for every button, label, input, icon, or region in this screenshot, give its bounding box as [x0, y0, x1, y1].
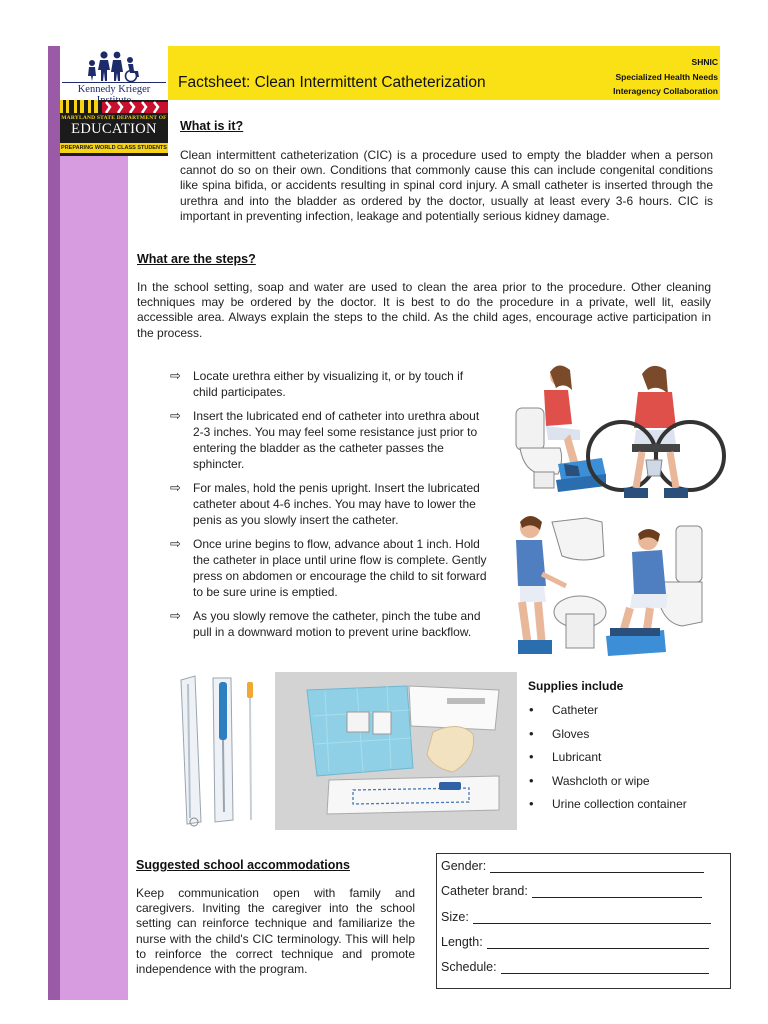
catheter-brand-field[interactable] — [532, 886, 702, 898]
schedule-label: Schedule: — [441, 960, 497, 975]
org-name-line1: Specialized Health Needs — [615, 71, 718, 82]
step-text: Once urine begins to flow, advance about 1 inch. Hold the catheter in place until urine flow is complete. Gently press on abdomen or encourage the child to sit forward to be sure urine is emptied. — [193, 537, 487, 599]
step-text: For males, hold the penis upright. Insert the lubricated catheter about 4-6 inches. You may have to lower the penis as you slowly insert the catheter. — [193, 481, 480, 527]
supply-item: • Washcloth or wipe — [528, 772, 687, 796]
msde-tagline: PREPARING WORLD CLASS STUDENTS — [61, 145, 167, 151]
supplies-title: Supplies include — [528, 679, 624, 693]
page-title: Factsheet: Clean Intermittent Catheterization — [178, 74, 486, 91]
schedule-row — [441, 960, 730, 985]
steps-list — [170, 368, 488, 648]
kki-wordmark: Kennedy Krieger — [62, 82, 166, 106]
what-is-it-text: Clean intermittent catheterization (CIC) is a procedure used to empty the bladder when a person cannot do so on their own. Conditions that commonly cause this can include congenital conditions like spina bifida, or accidents resulting in spinal cord injury. A small catheter is inserted through the urethra and into the bladder as ordered by the doctor, usually at least every 3-6 hours. CIC is important in preventing infection, leakage and potentially serious kidney damage. — [180, 148, 713, 223]
step-item — [170, 408, 488, 472]
steps-heading: What are the steps? — [137, 252, 256, 266]
step-text: As you slowly remove the catheter, pinch the tube and pull in a downward motion to prevent urine backflow. — [193, 609, 481, 639]
supplies-list — [528, 701, 687, 819]
supplies-kit-image — [307, 686, 499, 814]
arrow-icon: ⇨ — [170, 608, 181, 623]
step-text: Insert the lubricated end of catheter into urethra about 2-3 inches. You may feel some resistance just prior to entering the bladder as the catheter passes the sphincter. — [193, 409, 480, 471]
step-item — [170, 536, 488, 600]
boy-standing-illustration — [516, 516, 606, 654]
header-band — [168, 46, 720, 100]
msde-logo — [60, 100, 168, 156]
student-info-form — [436, 853, 731, 989]
maryland-flag-icon — [60, 100, 168, 113]
arrow-icon: ⇨ — [170, 480, 181, 495]
arrow-icon: ⇨ — [170, 536, 181, 551]
steps-intro-text: In the school setting, soap and water are used to clean the area prior to the procedure. Other cleaning techniques may be ordered by the doctor. It is best to do the procedure in a private, well lit, easily accessible area. Always explain the steps to the child. As the child ages, encourage active participation in the process. — [137, 280, 711, 340]
size-row — [441, 910, 730, 935]
step-text: Locate urethra either by visualizing it, or by touch if child participates. — [193, 369, 464, 399]
length-row — [441, 935, 730, 960]
gender-field[interactable] — [490, 861, 704, 873]
supply-item: • Urine collection container — [528, 795, 687, 819]
supply-item: • Lubricant — [528, 748, 687, 772]
schedule-field[interactable] — [501, 962, 709, 974]
gender-label: Gender: — [441, 859, 487, 873]
sidebar-panel — [60, 46, 128, 1000]
supply-item: • Gloves — [528, 725, 687, 749]
arrow-icon: ⇨ — [170, 368, 181, 383]
org-name-line2: Interagency Collaboration — [613, 86, 718, 96]
kennedy-krieger-logo — [60, 46, 168, 100]
gender-row — [441, 859, 730, 884]
size-label: Size: — [441, 909, 469, 924]
girl-in-wheelchair-illustration — [588, 366, 724, 498]
length-label: Length: — [441, 934, 483, 949]
msde-title: EDUCATION — [71, 121, 157, 137]
catheterization-illustrations — [506, 360, 726, 660]
accommodations-heading: Suggested school accommodations — [136, 858, 350, 872]
what-is-it-heading: What is it? — [180, 119, 244, 133]
boy-sitting-illustration — [606, 526, 702, 656]
size-field[interactable] — [473, 912, 711, 924]
step-item — [170, 368, 488, 400]
step-item — [170, 608, 488, 640]
supply-item: • Catheter — [528, 701, 687, 725]
sidebar-accent-bar — [48, 46, 60, 1000]
msde-subtitle: MARYLAND STATE DEPARTMENT OF — [61, 115, 167, 121]
catheter-supplies-photo — [177, 672, 517, 830]
accommodations-text: Keep communication open with family and caregivers. Inviting the caregiver into the school setting can reinforce technique and familiarize the nurse with the child's CIC terminology. This will help to reinforce the correct technique and promote independence with the program. — [136, 886, 415, 977]
family-figures-icon — [86, 50, 142, 82]
arrow-icon: ⇨ — [170, 408, 181, 423]
catheter-brand-label: Catheter brand: — [441, 884, 528, 899]
header-organization — [613, 55, 718, 99]
step-item — [170, 480, 488, 528]
catheter-brand-row — [441, 884, 730, 909]
catheter-packages-image — [181, 676, 253, 826]
org-acronym: SHNIC — [691, 57, 718, 67]
length-field[interactable] — [487, 937, 709, 949]
